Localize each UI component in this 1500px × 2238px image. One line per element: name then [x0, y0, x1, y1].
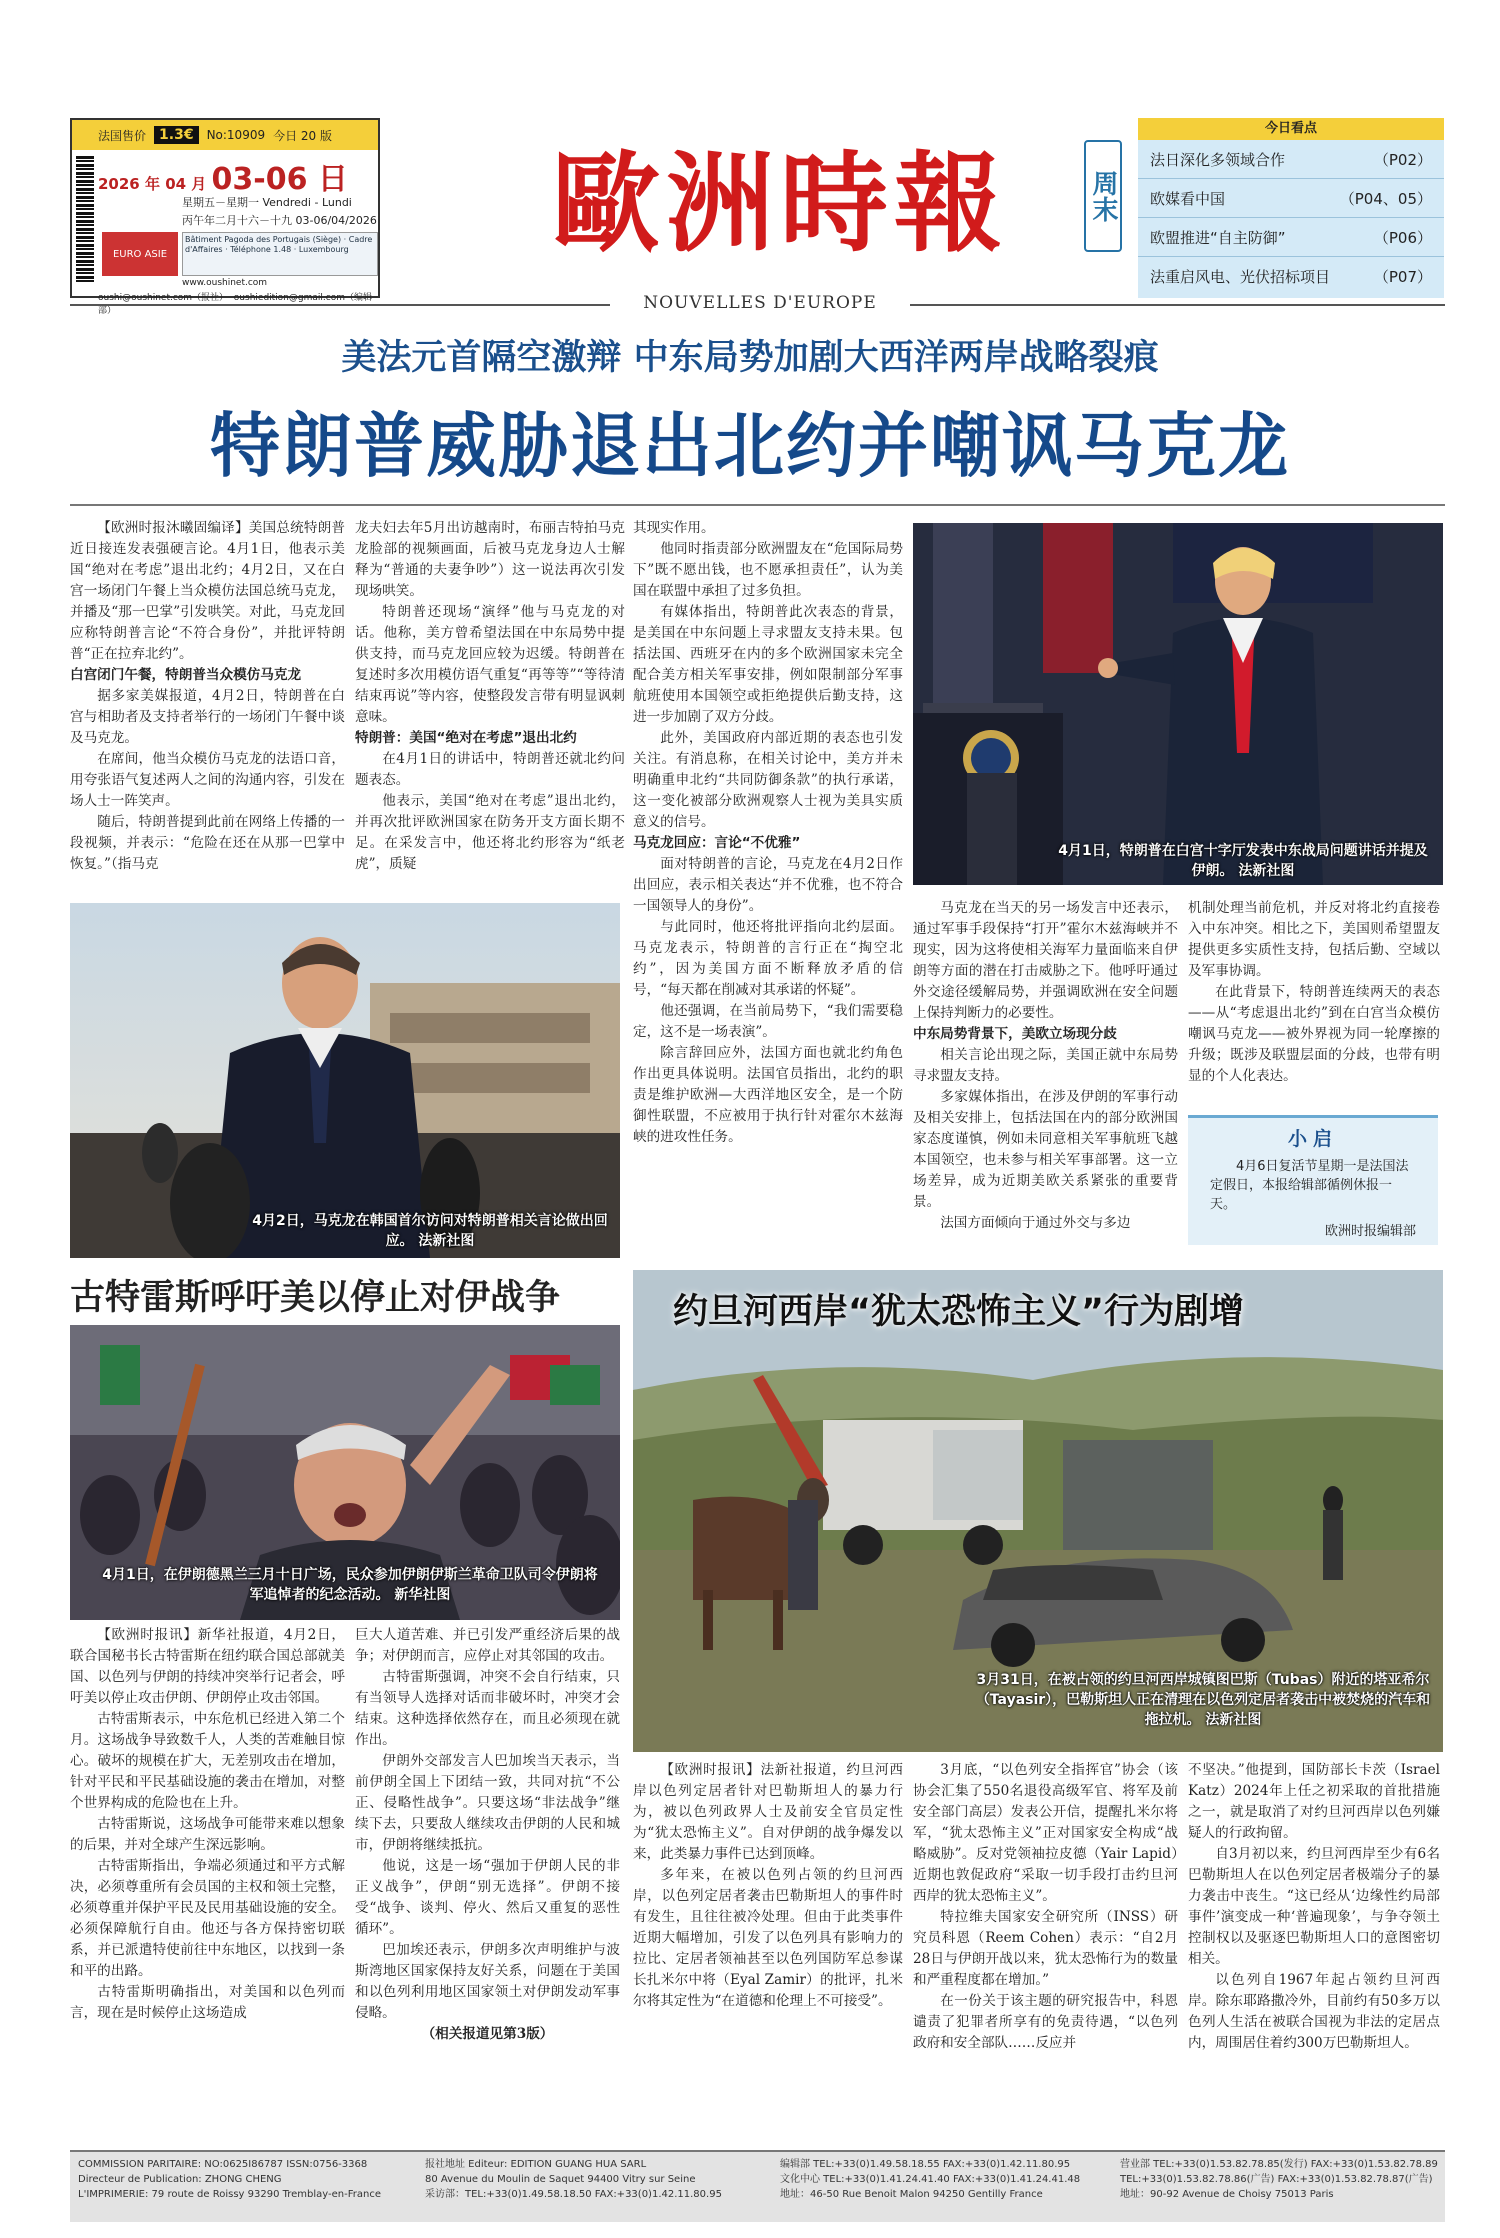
macron-photo-illustration [70, 903, 620, 1258]
trump-photo [913, 523, 1443, 885]
ad-logo: EURO ASIE [102, 232, 178, 276]
highlights-box [1138, 118, 1444, 298]
price-label: 法国售价 [98, 128, 147, 143]
newspaper-subtitle: NOUVELLES D'EUROPE [643, 293, 877, 313]
highlight-item[interactable]: 欧盟推进“自主防御” （P06） [1138, 218, 1444, 257]
price-row [72, 120, 378, 150]
email-line[interactable]: oushi@oushinet.com（报社） oushiedition@gmail.com（编辑部） [98, 293, 372, 316]
footer-column-2: 报社地址 Editeur: EDITION GUANG HUA SARL 80 Avenue du Moulin de Saquet 94400 Vitry sur Seine 采访部：TEL:+33(0)1.49.58.18.50 FAX:+33(0)1.42.11.80.95 [425, 2159, 722, 2200]
lead-headline[interactable]: 特朗普威胁退出北约并嘲讽马克龙 [210, 405, 1290, 487]
trump-photo-illustration [913, 523, 1443, 885]
notice-signature: 欧洲时报编辑部 [1324, 1224, 1416, 1239]
notice-box [1188, 1115, 1438, 1245]
macron-photo-caption: 4月2日，马克龙在韩国首尔访问对特朗普相关言论做出回应。 法新社图 [252, 1213, 608, 1249]
footer-column-3: 编辑部 TEL:+33(0)1.49.58.18.55 FAX:+33(0)1.42.11.80.95 文化中心 TEL:+33(0)1.41.24.41.40 FAX:+33(0)1.41.24.41.48 地址：46-50 Rue Benoit Malon 94250 Gentilly France [780, 2159, 1081, 2200]
website-link[interactable]: www.oushinet.com [182, 278, 268, 288]
west-bank-photo [633, 1270, 1443, 1752]
issue-info-box [70, 118, 380, 316]
newspaper-title: 歐洲時報 [551, 141, 1008, 267]
story3-headline[interactable]: 约旦河西岸“犹太恐怖主义”行为剧增 [673, 1292, 1245, 1332]
footer-column-4: 营业部 TEL:+33(0)1.53.82.78.85(发行) FAX:+33(0)1.53.82.78.89 TEL:+33(0)1.53.82.78.86(广告) FAX:+33(0)1.53.82.78.87(广告) 地址：90-92 Avenue de Choisy 75013 Paris [1120, 2159, 1438, 2200]
notice-title: 小启 [1287, 1128, 1338, 1150]
lead-column-2: 龙夫妇去年5月出访越南时，布丽吉特拍马克龙脸部的视频画面，后被马克龙身边人士解释为“普通的夫妻争吵”）这一说法再次引发现场哄笑。 特朗普还现场“演绎”他与马克龙的对话。他称，美方曾希望法国在中东局势中提供支持，而马克龙回应较为迟缓。特朗普在复述时多次用模仿语气重复“再等等”“等待清结束再说”等内容，使整段发言带有明显讽刺意味。 特朗普：美国“绝对在考虑”退出北约 在4月1日的讲话中，特朗普还就北约问题表态。 他表示，美国“绝对在考虑”退出北约，并再次批评欧洲国家在防务开支方面长期不足。在采发言中，他还将北约形容为“纸老虎”，质疑 [355, 520, 625, 872]
story3-column-2: 3月底，“以色列安全指挥官”协会（该协会汇集了550名退役高级军官、将军及前安全部门高层）发表公开信，提醒扎米尔将军，“犹太恐怖主义”正对国家安全构成“战略威胁”。反对党领袖拉皮德（Yair Lapid）近期也敦促政府“采取一切手段打击约旦河西岸的犹太恐怖主义”。 特拉维夫国家安全研究所（INSS）研究员科恩（Reem Cohen）表示：“自2月28日与伊朗开战以来，犹太恐怖行为的数量和严重程度都在增加。” 在一份关于该主题的研究报告中，科恩谴责了犯罪者所享有的免责待遇，“以色列政府和安全部队……反应并 [913, 1762, 1178, 2051]
notice-body: 4月6日复活节星期一是法国法定假日，本报给辑部循例休报一天。 [1210, 1159, 1409, 1212]
story2-column-2: 巨大人道苦难、并已引发严重经济后果的战争；对伊朗而言，应停止对其邻国的攻击。 古特雷斯强调，冲突不会自行结束，只有当领导人选择对话而非破坏时，冲突才会结束。这种选择依然存在，而且必须现在就作出。 伊朗外交部发言人巴加埃当天表示，当前伊朗全国上下团结一致，共同对抗“不公正、侵略性战争”。只要这场“非法战争”继续下去，只要敌人继续攻击伊朗的人民和城市，伊朗将继续抵抗。 他说，这是一场“强加于伊朗人民的非正义战争”，伊朗“别无选择”。伊朗不接受“战争、谈判、停火、然后又重复的恶性循环”。 巴加埃还表示，伊朗多次声明维护与波斯湾地区国家保持友好关系，问题在于美国和以色列利用地区国家领土对伊朗发动军事侵略。 （相关报道见第3版） [355, 1625, 620, 2145]
masthead-rule [910, 304, 1445, 306]
page-count: 今日 20 版 [273, 128, 333, 143]
barcode-icon [76, 154, 94, 282]
story3-column-3: 不坚决。”他提到，国防部长卡茨（Israel Katz）2024年上任之初采取的首批措施之一，就是取消了对约旦河西岸以色列嫌疑人的行政拘留。 自3月初以来，约旦河西岸至少有6名巴勒斯坦人在以色列定居者极端分子的暴力袭击中丧生。“这已经从‘边缘性约局部事件’演变成一种‘普遍现象’，与争夺领土控制权以及驱逐巴勒斯坦人口的意图密切相关。 以色列自1967年起占领约旦河西岸。除东耶路撒冷外，目前约有50多万以色列人生活在被联合国视为非法的定居点内，周围居住着约300万巴勒斯坦人。 [1188, 1762, 1440, 2051]
story3-column-1: 【欧洲时报讯】法新社报道，约旦河西岸以色列定居者针对巴勒斯坦人的暴力行为，被以色列政界人士及前安全官员定性为“犹太恐怖主义”。自对伊朗的战争爆发以来，此类暴力事件已达到顶峰。 多年来，在被以色列占领的约旦河西岸，以色列定居者袭击巴勒斯坦人的事件时有发生，且往往被冷处理。但由于此类事件近期大幅增加，引发了以色列具有影响力的拉比、定居者领袖甚至以色列国防军总参谋长扎米尔中将（Eyal Zamir）的批评，扎米尔将其定性为“在道德和伦理上不可接受”。 [633, 1762, 903, 2009]
issue-number: No:10909 [206, 128, 266, 142]
tehran-photo [70, 1325, 620, 1620]
lead-column-1: 【欧洲时报沐曦固编译】美国总统特朗普近日接连发表强硬言论。4月1日，他表示美国“绝对在考虑”退出北约；4月2日，又在白宫一场闭门午餐上当众模仿法国总统马克龙，并播及“那一巴掌”引发哄笑。对此，马克龙回应称特朗普言论“不符合身份”，并批评特朗普“正在拉弃北约”。 白宫闭门午餐，特朗普当众模仿马克龙 据多家美媒报道，4月2日，特朗普在白宫与相助者及支持者举行的一场闭门午餐中谈及马克龙。 在席间，他当众模仿马克龙的法语口音，用夸张语气复述两人之间的沟通内容，引发在场人士一阵笑声。 随后，特朗普提到此前在网络上传播的一段视频，并表示：“危险在还在从那一巴掌中恢复。”（指马克 [70, 520, 345, 872]
trump-photo-caption: 4月1日，特朗普在白宫十字厅发表中东战局问题讲话并提及伊朗。 法新社图 [1058, 843, 1428, 879]
tehran-photo-caption: 4月1日，在伊朗德黑兰三月十日广场，民众参加伊朗伊斯兰革命卫队司令伊朗将军追悼者的纪念活动。 新华社图 [102, 1567, 598, 1603]
highlights-header: 今日看点 [1138, 118, 1444, 140]
price: 1.3€ [154, 126, 199, 144]
highlight-item[interactable]: 法日深化多领域合作 （P02） [1138, 140, 1444, 179]
lead-column-5: 机制处理当前危机，并反对将北约直接卷入中东冲突。相比之下，美国则希望盟友提供更多实质性支持，包括后勤、空域以及军事协调。 在此背景下，特朗普连续两天的表态——从“考虑退出北约”到在白宫当众模仿嘲讽马克龙——被外界视为同一轮摩擦的升级；既涉及联盟层面的分歧，也带有明显的个人化表达。 [1188, 900, 1440, 1084]
story2-headline[interactable]: 古特雷斯呼吁美以停止对伊战争 [70, 1278, 561, 1318]
footer-column-1: COMMISSION PARITAIRE: NO:0625I86787 ISSN:0756-3368 Directeur de Publication: ZHONG CHENG L'IMPRIMERIE: 79 route de Roissy 93290 Tremblay-en-France [78, 2159, 381, 2200]
headline-rule [70, 504, 1445, 506]
highlight-item[interactable]: 欧媒看中国 （P04、05） [1138, 179, 1444, 218]
weekend-badge: 周末 [1084, 140, 1122, 252]
weekday-line: 星期五－星期一 Vendredi - Lundi [182, 196, 352, 209]
highlight-item[interactable]: 法重启风电、光伏招标项目 （P07） [1150, 268, 1432, 286]
publisher-footer [70, 2150, 1445, 2222]
macron-photo [70, 903, 620, 1258]
masthead-rule [70, 304, 610, 306]
lead-column-4: 马克龙在当天的另一场发言中还表示，通过军事手段保持“打开”霍尔木兹海峡并不现实，因为这将使相关海军力量面临来自伊朗等方面的潜在打击威胁之下。他呼吁通过外交途径缓解局势，并强调欧洲在安全问题上保持判断力的必要性。 中东局势背景下，美欧立场现分歧 相关言论出现之际，美国正就中东局势寻求盟友支持。 多家媒体指出，在涉及伊朗的军事行动及相关安排上，包括法国在内的部分欧洲国家态度谨慎，例如未同意相关军事航班飞越本国领空，也未参与相关军事部署。这一立场差异，成为近期美欧关系紧张的重要背景。 法国方面倾向于通过外交与多边 [913, 900, 1178, 1231]
lunar-date: 丙午年二月十六－十九 03-06/04/2026 [182, 214, 377, 227]
issue-date: 2026 年 04 月 03-06 日 [98, 162, 348, 197]
lead-kicker: 美法元首隔空激辩 中东局势加剧大西洋两岸战略裂痕 [341, 338, 1159, 378]
ad-box: Bâtiment Pagoda des Portugais (Siège) · Cadre d'Affaires · Téléphone 1.48 · Luxembourg [182, 232, 378, 276]
west-bank-photo-caption: 3月31日，在被占领的约旦河西岸城镇图巴斯（Tubas）附近的塔亚希尔（Tayasir），巴勒斯坦人正在清理在以色列定居者袭击中被焚烧的汽车和拖拉机。 法新社图 [975, 1672, 1431, 1728]
story2-column-1: 【欧洲时报讯】新华社报道，4月2日，联合国秘书长古特雷斯在纽约联合国总部就美国、以色列与伊朗的持续冲突举行记者会，呼吁美以停止攻击伊朗、伊朗停止攻击邻国。 古特雷斯表示，中东危机已经进入第二个月。这场战争导致数千人，人类的苦难触目惊心。破坏的规模在扩大，无差别攻击在增加，针对平民和平民基础设施的袭击在增加，对整个世界构成的危险也在上升。 古特雷斯说，这场战争可能带来难以想象的后果，并对全球产生深远影响。 古特雷斯指出，争端必须通过和平方式解决，必须尊重所有会员国的主权和领土完整，必须尊重并保护平民及民用基础设施的安全。必须保障航行自由。他还与各方保持密切联系，并已派遣特使前往中东地区，以找到一条和平的出路。 古特雷斯明确指出，对美国和以色列而言，现在是时候停止这场造成 [70, 1627, 345, 2021]
related-note[interactable]: （相关报道见第3版） [421, 2026, 554, 2042]
lead-column-3: 其现实作用。 他同时指责部分欧洲盟友在“危国际局势下”既不愿出钱，也不愿承担责任”，认为美国在联盟中承担了过多负担。 有媒体指出，特朗普此次表态的背景，是美国在中东问题上寻求盟友支持未果。包括法国、西班牙在内的多个欧洲国家未完全配合美方相关军事安排，例如限制部分军事航班使用本国领空或拒绝提供后勤支持，这进一步加剧了双方分歧。 此外，美国政府内部近期的表态也引发关注。有消息称，在相关讨论中，美方并未明确重申北约“共同防御条款”的执行承诺，这一变化被部分欧洲观察人士视为美具实质意义的信号。 马克龙回应：言论“不优雅” 面对特朗普的言论，马克龙在4月2日作出回应，表示相关表达“并不优雅，也不符合一国领导人的身份”。 与此同时，他还将批评指向北约层面。马克龙表示，特朗普的言行正在“掏空北约”，因为美国方面不断释放矛盾的信号，“每天都在削减对其承诺的怀疑”。 他还强调，在当前局势下，“我们需要稳定，这不是一场表演”。 除言辞回应外，法国方面也就北约角色作出更具体说明。法国官员指出，北约的职责是维护欧洲—大西洋地区安全，是一个防御性联盟，不应被用于执行针对霍尔木兹海峡的进攻性任务。 [633, 520, 903, 1145]
